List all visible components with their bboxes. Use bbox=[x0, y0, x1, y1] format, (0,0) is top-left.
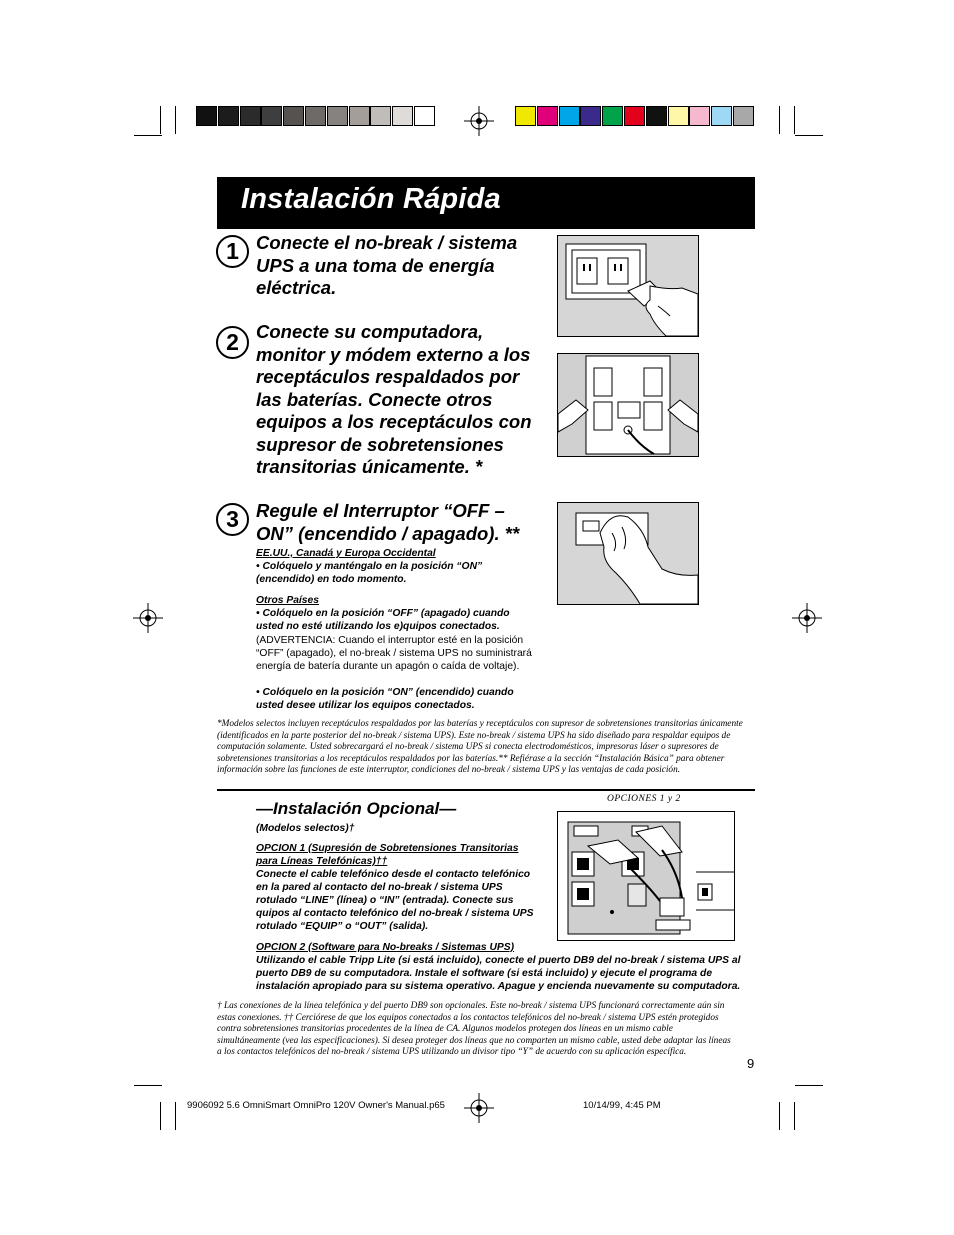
color-swatch bbox=[602, 106, 623, 126]
step-3-number: 3 bbox=[216, 503, 249, 536]
option-1-title: OPCION 1 (Supresión de Sobretensiones Transitorias para Líneas Telefónicas)†† bbox=[256, 843, 519, 867]
registration-mark-right bbox=[792, 603, 822, 633]
optional-footnote: † Las conexiones de la línea telefónica y del puerto DB9 son opcionales. Este no-break / sistema UPS funcionará correctamente aún sin estas conexiones. †† Cerciórese de que los equipos conectados a los contactos telefónicos del no-break / sistema UPS estén protegidos contra sobretensiones transitorias procedentes de la línea de CA. Algunos modelos protegen dos líneas en un mismo cable simultáneamente (vea las especificaciones). Si desea proteger dos líneas que no comparten un mismo cable, usted debe adaptar las líneas a los contactos telefónicos del no-break / sistema UPS utilizando un divisor tipo “Y” de acuerdo con su aplicación específica. bbox=[217, 1001, 731, 1058]
color-swatch bbox=[327, 106, 348, 126]
step-3-other-bullet-1: • Colóquelo en la posición “OFF” (apagado) cuando usted no esté utilizando los e)quipos conectados. bbox=[256, 608, 510, 632]
step-3-us-bullet: • Colóquelo y manténgalo en la posición “ON” (encendido) en todo momento. bbox=[256, 561, 483, 585]
registration-mark-bottom bbox=[464, 1093, 494, 1123]
color-swatch bbox=[261, 106, 282, 126]
section-divider bbox=[217, 789, 755, 791]
optional-models: (Modelos selectos)† bbox=[256, 823, 355, 834]
figure-caption: OPCIONES 1 y 2 bbox=[607, 794, 681, 804]
option-1-text: Conecte el cable telefónico desde el contacto telefónico en la pared al contacto del no-break / sistema UPS rotulado “LINE” (línea) o “IN” (entrada). Conecte sus quipos al contacto telefónico del no-break / sistema UPS rotulado “EQUIP” o “OUT” (salida). bbox=[256, 869, 534, 932]
registration-mark-left bbox=[133, 603, 163, 633]
ups-receptacles-illustration bbox=[557, 353, 699, 457]
print-footer-date: 10/14/99, 4:45 PM bbox=[583, 1100, 661, 1111]
color-swatch bbox=[537, 106, 558, 126]
page-title: Instalación Rápida bbox=[241, 183, 501, 215]
option-2-title: OPCION 2 (Software para No-breaks / Sistemas UPS) bbox=[256, 942, 515, 953]
step-2-heading: Conecte su computadora, monitor y módem externo a los receptáculos respaldados por las baterías. Conecte otros equipos a los receptáculos con supresor de sobretensiones transitorias únicamente. * bbox=[256, 321, 532, 477]
step-3-heading: Regule el Interruptor “OFF – ON” (encendido / apagado). ** bbox=[256, 500, 520, 544]
step-3-other-bullet-2: • Colóquelo en la posición “ON” (encendido) cuando usted desee utilizar los equipos conectados. bbox=[256, 687, 514, 711]
color-swatch bbox=[646, 106, 667, 126]
step-3-other-heading: Otros Países bbox=[256, 595, 319, 606]
color-swatch bbox=[580, 106, 601, 126]
color-swatch bbox=[370, 106, 391, 126]
step-1-heading: Conecte el no-break / sistema UPS a una toma de energía eléctrica. bbox=[256, 232, 518, 298]
optional-heading: —Instalación Opcional— bbox=[256, 799, 457, 818]
color-swatch bbox=[624, 106, 645, 126]
option-2-text: Utilizando el cable Tripp Lite (si está incluido), conecte el puerto DB9 del no-break / sistema UPS al puerto DB9 de su computadora. Instale el software (si está incluido) y ejecute el programa de instalación apropiado para su sistema operativo. Apague y encienda nuevamente su computadora. bbox=[256, 955, 741, 992]
color-swatch bbox=[711, 106, 732, 126]
color-swatch bbox=[305, 106, 326, 126]
wall-outlet-illustration bbox=[557, 235, 699, 337]
print-footer-file: 9906092 5.6 OmniSmart OmniPro 120V Owner's Manual.p65 bbox=[187, 1100, 445, 1111]
color-swatch bbox=[196, 106, 217, 126]
color-swatch bbox=[218, 106, 239, 126]
color-swatch bbox=[689, 106, 710, 126]
registration-mark-top bbox=[464, 106, 494, 136]
color-swatch bbox=[733, 106, 754, 126]
title-bar bbox=[217, 177, 755, 229]
color-swatch bbox=[283, 106, 304, 126]
color-swatch bbox=[559, 106, 580, 126]
step-2-number: 2 bbox=[216, 326, 249, 359]
color-swatch bbox=[349, 106, 370, 126]
page-number: 9 bbox=[747, 1056, 755, 1071]
switch-illustration bbox=[557, 502, 699, 605]
color-swatch bbox=[240, 106, 261, 126]
color-swatch bbox=[515, 106, 536, 126]
color-swatch bbox=[414, 106, 435, 126]
step-3-us-heading: EE.UU., Canadá y Europa Occidental bbox=[256, 548, 436, 559]
color-swatch bbox=[392, 106, 413, 126]
ups-rear-panel-illustration bbox=[557, 811, 735, 941]
main-footnote: *Modelos selectos incluyen receptáculos respaldados por las baterías y receptáculos con supresor de sobretensiones transitorias únicamente (identificados en la parte posterior del no-break / sistema UPS). Este no-break / sistema UPS ha sido diseñado para respaldar equipos de computación solamente. Usted sobrecargará el no-break / sistema UPS si conecta electrodomésticos, impresoras láser o supresores de sobretensiones transitorias a los receptáculos respaldados por las baterías.** Refiérase a la sección “Instalación Básica” para obtener información sobre las funciones de este interruptor, condiciones del no-break / sistema UPS y las ventajas de cada posición. bbox=[217, 719, 743, 776]
step-3-warning: (ADVERTENCIA: Cuando el interruptor esté en la posición “OFF” (apagado), el no-break / sistema UPS no suministrará energía de batería durante un apagón o caída de voltaje). bbox=[256, 635, 532, 672]
color-swatch bbox=[668, 106, 689, 126]
step-1-number: 1 bbox=[216, 235, 249, 268]
